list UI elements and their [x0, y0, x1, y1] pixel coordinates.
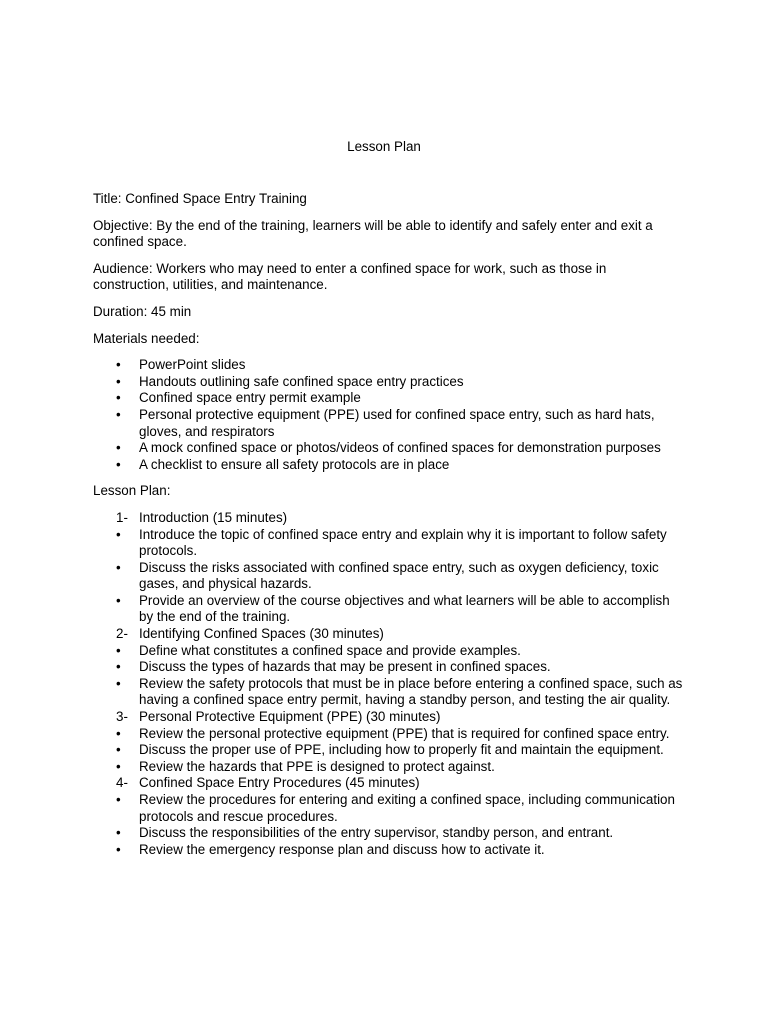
material-item-text: A mock confined space or photos/videos of confined spaces for demonstration purposes: [139, 440, 661, 456]
step-title: Personal Protective Equipment (PPE) (30 minutes): [139, 709, 441, 725]
step-title: Confined Space Entry Procedures (45 minutes): [139, 775, 420, 791]
bullet-icon: •: [116, 559, 121, 575]
step-bullet-item: [93, 659, 683, 676]
bullet-icon: •: [116, 357, 121, 373]
step-bullet-item-text: Provide an overview of the course objectives and what learners will be able to accomplish by the end of the training.: [139, 592, 670, 625]
material-item: [93, 440, 683, 457]
step-bullet-item: [93, 842, 683, 859]
material-item: [93, 407, 683, 440]
step-bullet-item-text: Discuss the proper use of PPE, including how to properly fit and maintain the equipment.: [139, 742, 664, 758]
step-bullet-item-text: Review the procedures for entering and exiting a confined space, including communication protocols and rescue procedures.: [139, 792, 675, 824]
objective-paragraph: Objective: By the end of the training, learners will be able to identify and safely enter and exit a confined space.: [93, 217, 653, 250]
step-bullet-item: [93, 643, 683, 660]
bullet-icon: •: [116, 526, 121, 542]
bullet-icon: •: [116, 440, 121, 456]
materials-label: Materials needed:: [93, 330, 200, 346]
lesson-plan-label: Lesson Plan:: [93, 483, 171, 499]
bullet-icon: •: [116, 825, 121, 841]
material-item-text: PowerPoint slides: [139, 357, 246, 373]
step-heading: [93, 510, 683, 527]
material-item-text: A checklist to ensure all safety protocols are in place: [139, 456, 450, 472]
bullet-icon: •: [116, 742, 121, 758]
step-bullet-item: [93, 560, 683, 593]
material-item: [93, 357, 683, 374]
bullet-icon: •: [116, 642, 121, 658]
step-bullet-item-text: Discuss the risks associated with confined space entry, such as oxygen deficiency, toxic gases, and physical hazards.: [139, 559, 659, 592]
material-item-text: Handouts outlining safe confined space entry practices: [139, 373, 464, 389]
step-bullet-item-text: Discuss the responsibilities of the entry supervisor, standby person, and entrant.: [139, 825, 614, 841]
duration-line: Duration: 45 min: [93, 303, 192, 319]
step-title: Introduction (15 minutes): [139, 509, 288, 525]
step-number: 1-: [116, 509, 128, 525]
step-number: 4-: [116, 775, 128, 791]
bullet-icon: •: [116, 406, 121, 422]
bullet-icon: •: [116, 675, 121, 691]
step-bullet-item: [93, 676, 683, 709]
step-bullet-item: [93, 593, 683, 626]
document-heading: [0, 139, 768, 156]
bullet-icon: •: [116, 758, 121, 774]
step-heading: [93, 626, 683, 643]
step-bullet-item: [93, 527, 683, 560]
bullet-icon: •: [116, 659, 121, 675]
materials-list: [93, 357, 683, 473]
step-bullet-item-text: Introduce the topic of confined space entry and explain why it is important to follow safety protocols.: [139, 526, 667, 559]
step-bullet-item: [93, 742, 683, 759]
step-bullet-item: [93, 726, 683, 743]
material-item-text: Personal protective equipment (PPE) used for confined space entry, such as hard hats, gloves, and respirators: [139, 406, 655, 439]
material-item: [93, 390, 683, 407]
step-bullet-item-text: Review the hazards that PPE is designed to protect against.: [139, 758, 495, 774]
step-bullet-item: [93, 792, 683, 825]
bullet-icon: •: [116, 841, 121, 857]
step-bullet-item-text: Review the emergency response plan and discuss how to activate it.: [139, 841, 545, 857]
step-bullet-item-text: Define what constitutes a confined space and provide examples.: [139, 642, 521, 658]
step-number: 2-: [116, 626, 128, 642]
step-bullet-item-text: Review the personal protective equipment (PPE) that is required for confined space entry.: [139, 725, 670, 741]
step-bullet-item-text: Discuss the types of hazards that may be present in confined spaces.: [139, 659, 551, 675]
lesson-steps-list: [93, 510, 683, 858]
title-line: Title: Confined Space Entry Training: [93, 191, 307, 206]
document-body: [93, 191, 683, 858]
bullet-icon: •: [116, 456, 121, 472]
step-bullet-item-text: Review the safety protocols that must be in place before entering a confined space, such as having a confined space entry permit, having a standby person, and testing the air quality.: [139, 675, 683, 708]
step-heading: [93, 709, 683, 726]
material-item: [93, 374, 683, 391]
step-bullet-item: [93, 759, 683, 776]
bullet-icon: •: [116, 592, 121, 608]
audience-paragraph: Audience: Workers who may need to enter a confined space for work, such as those in construction, utilities, and maintenance.: [93, 260, 607, 293]
step-number: 3-: [116, 709, 128, 725]
bullet-icon: •: [116, 792, 121, 807]
material-item-text: Confined space entry permit example: [139, 390, 361, 406]
step-title: Identifying Confined Spaces (30 minutes): [139, 626, 384, 642]
document-heading-text: Lesson Plan: [347, 139, 421, 154]
bullet-icon: •: [116, 373, 121, 389]
material-item: [93, 457, 683, 474]
bullet-icon: •: [116, 390, 121, 406]
step-heading: [93, 775, 683, 792]
step-bullet-item: [93, 825, 683, 842]
bullet-icon: •: [116, 725, 121, 741]
